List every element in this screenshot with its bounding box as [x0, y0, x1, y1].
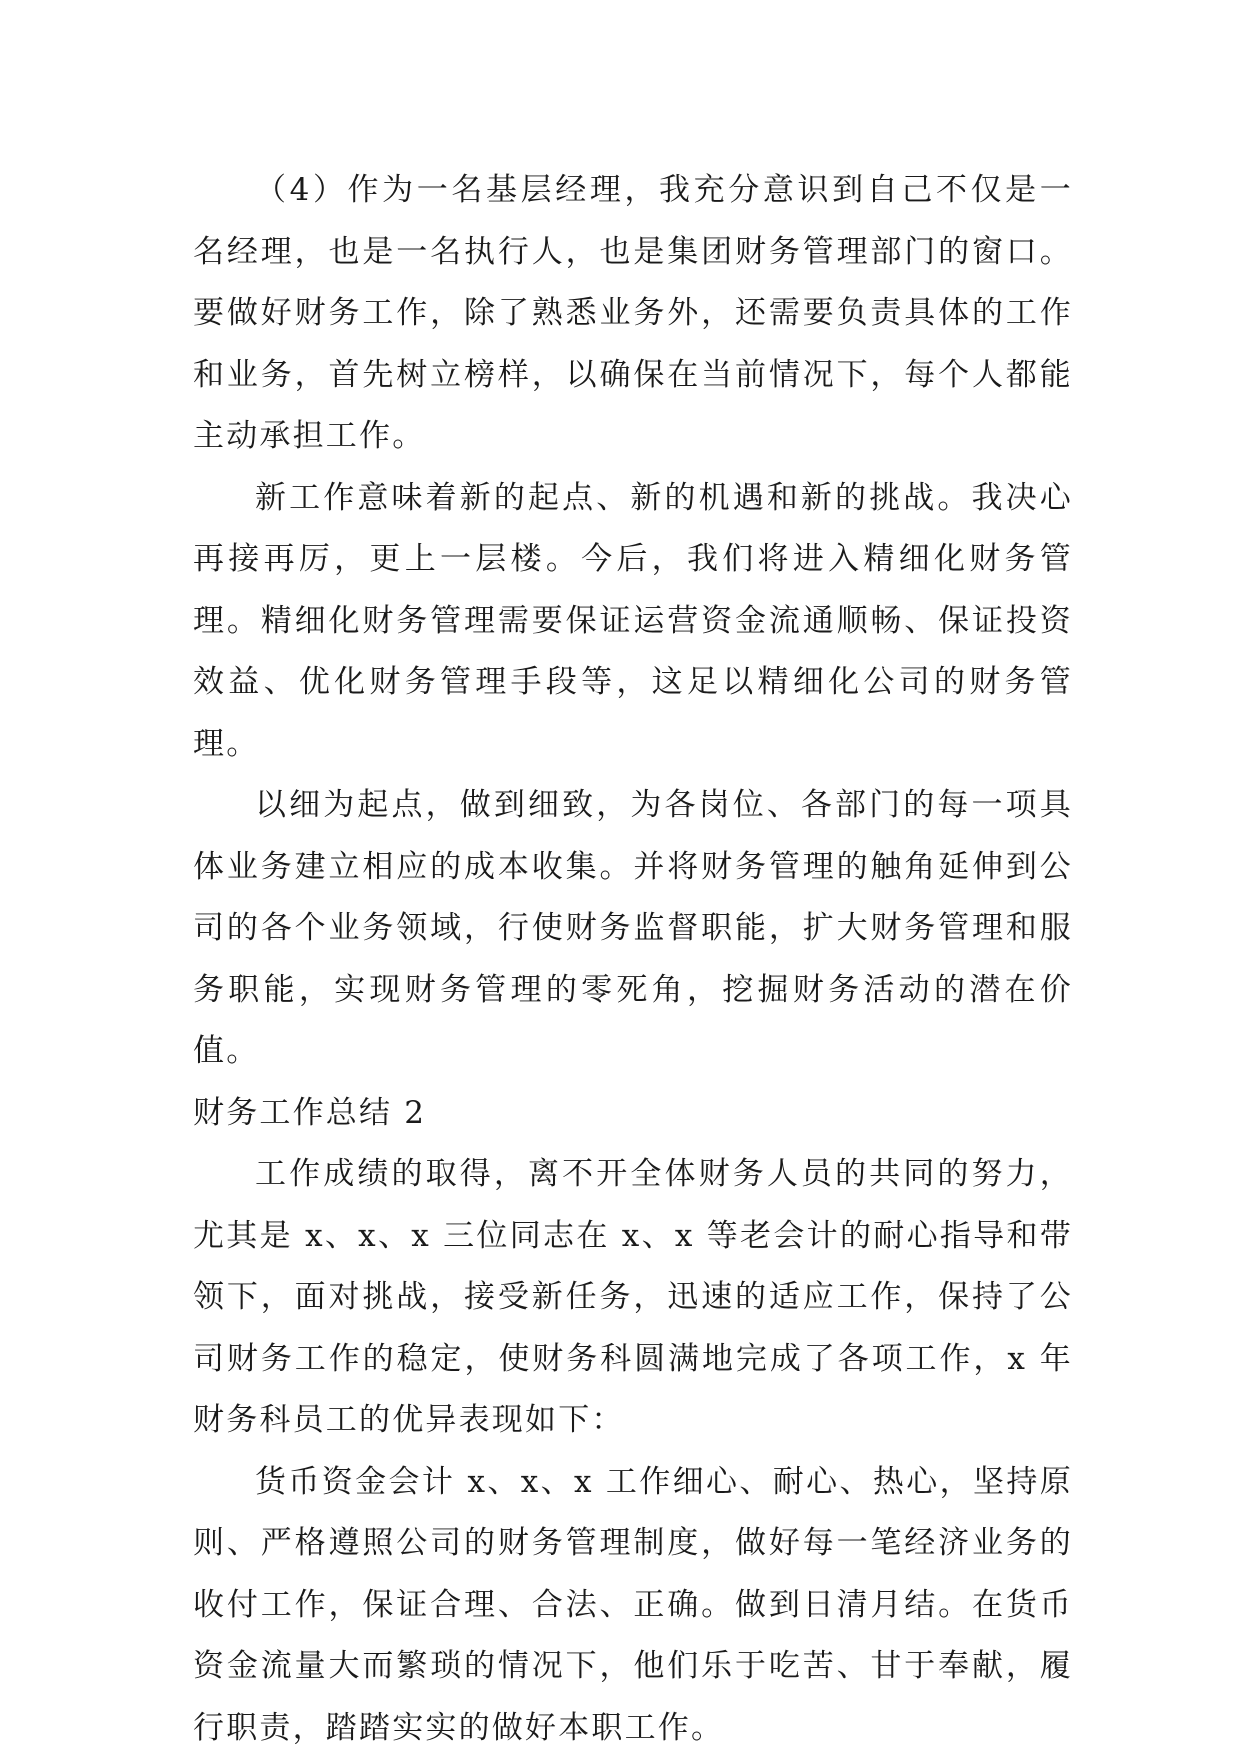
paragraph-cash-accountant: 货币资金会计 x、x、x 工作细心、耐心、热心，坚持原则、严格遵照公司的财务管理制度，做好每一笔经济业务的收付工作，保证合理、合法、正确。做到日清月结。在货币资金流量大而繁琐的情况下，他们乐于吃苦、甘于奉献，履行职责，踏踏实实的做好本职工作。: [193, 1452, 1073, 1759]
paragraph-new-start: 新工作意味着新的起点、新的机遇和新的挑战。我决心再接再厉，更上一层楼。今后，我们将进入精细化财务管理。精细化财务管理需要保证运营资金流通顺畅、保证投资效益、优化财务管理手段等，这足以精细化公司的财务管理。: [193, 468, 1073, 776]
section-heading: 财务工作总结 2: [193, 1083, 1073, 1145]
document-body: [193, 160, 1073, 1759]
paragraph-detail-starting-point: 以细为起点，做到细致，为各岗位、各部门的每一项具体业务建立相应的成本收集。并将财务管理的触角延伸到公司的各个业务领域，行使财务监督职能，扩大财务管理和服务职能，实现财务管理的零死角，挖掘财务活动的潜在价值。: [193, 775, 1073, 1083]
paragraph-achievements: 工作成绩的取得，离不开全体财务人员的共同的努力，尤其是 x、x、x 三位同志在 x、x 等老会计的耐心指导和带领下，面对挑战，接受新任务，迅速的适应工作，保持了公司财务工作的稳定，使财务科圆满地完成了各项工作，x 年财务科员工的优异表现如下：: [193, 1144, 1073, 1452]
paragraph-manager-role: （4）作为一名基层经理，我充分意识到自己不仅是一名经理，也是一名执行人，也是集团财务管理部门的窗口。要做好财务工作，除了熟悉业务外，还需要负责具体的工作和业务，首先树立榜样，以确保在当前情况下，每个人都能主动承担工作。: [193, 160, 1073, 468]
